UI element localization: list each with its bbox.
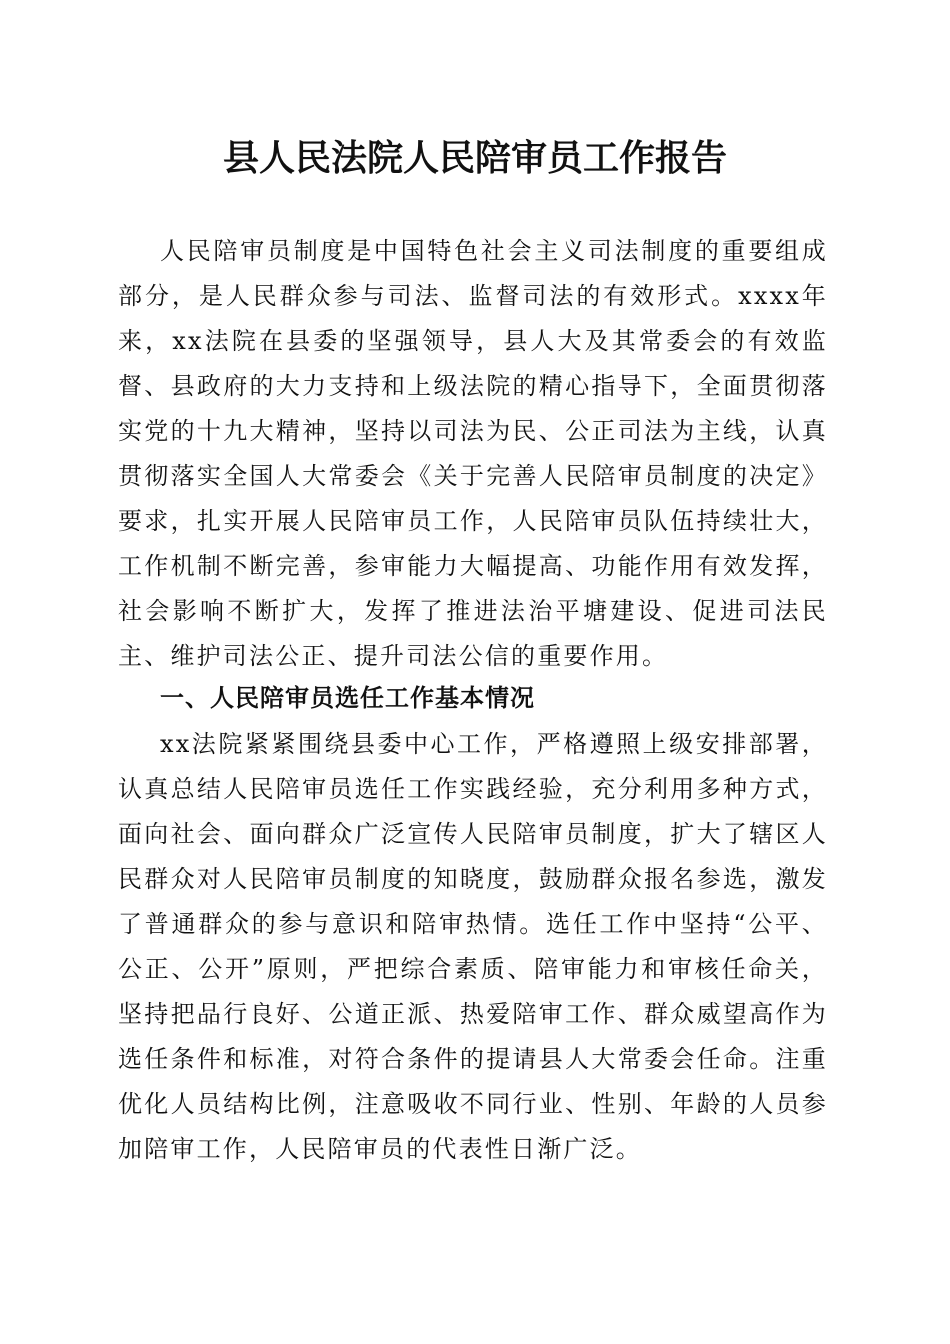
section-paragraph: xx法院紧紧围绕县委中心工作，严格遵照上级安排部署，认真总结人民陪审员选任工作实践经验，充分利用多种方式，面向社会、面向群众广泛宣传人民陪审员制度，扩大了辖区人民群众对人民陪审员制度的知晓度，鼓励群众报名参选，激发了普通群众的参与意识和陪审热情。选任工作中坚持“公平、公正、公开”原则，严把综合素质、陪审能力和审核任命关，坚持把品行良好、公道正派、热爱陪审工作、群众威望高作为选任条件和标准，对符合条件的提请县人大常委会任命。注重优化人员结构比例，注意吸收不同行业、性别、年龄的人员参加陪审工作，人民陪审员的代表性日渐广泛。: [118, 730, 828, 1163]
document-title: 县人民法院人民陪审员工作报告: [222, 137, 727, 179]
section-heading: 一、人民陪审员选任工作基本情况: [160, 684, 535, 712]
intro-paragraph: 人民陪审员制度是中国特色社会主义司法制度的重要组成部分，是人民群众参与司法、监督司法的有效形式。xxxx年来，xx法院在县委的坚强领导，县人大及其常委会的有效监督、县政府的大力支持和上级法院的精心指导下，全面贯彻落实党的十九大精神，坚持以司法为民、公正司法为主线，认真贯彻落实全国人大常委会《关于完善人民陪审员制度的决定》要求，扎实开展人民陪审员工作，人民陪审员队伍持续壮大，工作机制不断完善，参审能力大幅提高、功能作用有效发挥，社会影响不断扩大，发挥了推进法治平塘建设、促进司法民主、维护司法公正、提升司法公信的重要作用。: [118, 237, 828, 670]
